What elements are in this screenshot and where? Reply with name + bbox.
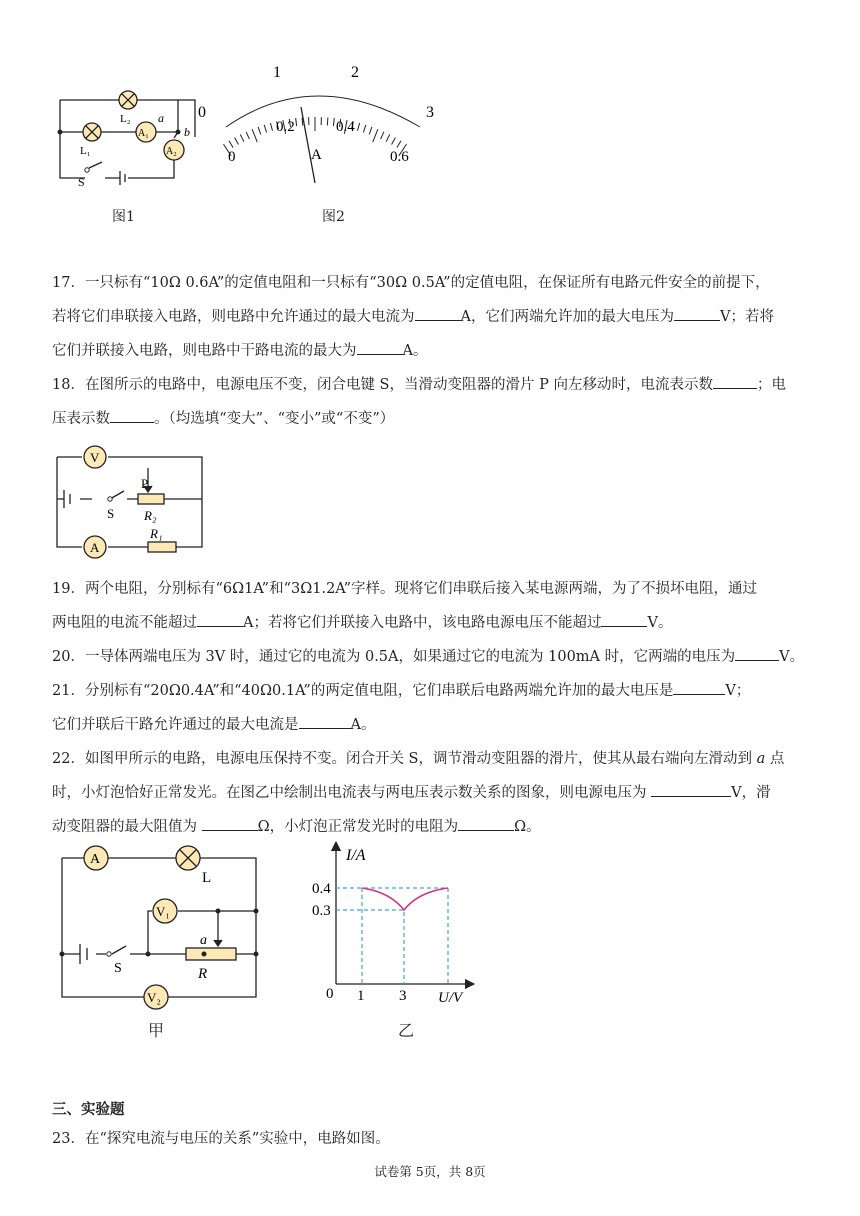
graph-curve [362, 888, 448, 910]
q21-line2: 它们并联后干路允许通过的最大电流是 A。 [52, 708, 812, 742]
figure-1-caption: 图1 [112, 209, 135, 225]
fig18-label-r1: R₁ [150, 526, 163, 541]
dial-outer-1: 1 [273, 64, 281, 81]
dial-inner-02: 0.2 [276, 119, 295, 135]
dial-tick [373, 129, 378, 142]
fig18-label-v: V [90, 450, 100, 465]
fig22-label-a: A [90, 852, 101, 867]
rheostat-r2-icon [138, 494, 164, 504]
dial-tick [369, 127, 372, 135]
dial-tick [397, 141, 401, 148]
q22-line3: 动变阻器的最大阻值为 Ω，小灯泡正常发光时的电阻为 Ω。 [52, 810, 812, 844]
q21-blank-2[interactable] [299, 714, 351, 729]
figure-18-circuit [52, 442, 212, 560]
q20-line1: 20．一导体两端电压为 3V 时，通过它的电流为 0.5A，如果通过它的电流为 100mA 时，它两端的电压为 V。 [52, 640, 812, 674]
page-footer: 试卷第 5页，共 8页 [374, 1164, 486, 1179]
q22-blank-3[interactable] [458, 816, 514, 831]
fig22-label-s: S [114, 961, 122, 976]
dial-inner-0: 0 [228, 149, 236, 165]
q20-blank-1[interactable] [735, 646, 779, 661]
dial-tick [358, 123, 360, 131]
lamp-l1-icon [83, 123, 101, 141]
dial-outer-0: 0 [198, 104, 206, 121]
figure-2-caption: 图2 [322, 209, 345, 225]
figure-jia-caption: 甲 [148, 1021, 165, 1040]
label-l2: L₂ [120, 113, 131, 125]
fig22-label-v1: V₁ [156, 904, 170, 919]
graph-xtick-1: 1 [357, 988, 365, 1004]
q17-line3: 它们并联接入电路，则电路中干路电流的最大为 A。 [52, 334, 812, 368]
q17-line2: 若将它们串联接入电路，则电路中允许通过的最大电流为 A，它们两端允许加的最大电压为 V；若将 [52, 300, 812, 334]
q17-line1: 17．一只标有“10Ω 0.6A”的定值电阻和一只标有“30Ω 0.5A”的定值电阻，在保证所有电路元件安全的前提下， [52, 275, 770, 291]
question-22 [52, 742, 812, 844]
q17-blank-3[interactable] [357, 340, 403, 355]
fig18-label-p: P [141, 476, 149, 491]
fig22-label-pa: a [200, 933, 207, 948]
q17-blank-1[interactable] [415, 306, 461, 321]
q18-line2: 压表示数 。（均选填“变大”、“变小”或“不变”） [52, 402, 812, 436]
question-17 [52, 266, 812, 368]
q18-blank-1[interactable] [713, 374, 757, 389]
dial-tick [392, 138, 396, 145]
graph-xtick-3: 3 [399, 988, 407, 1004]
resistor-r1-icon [148, 542, 176, 552]
dial-tick [246, 132, 249, 139]
dial-tick [270, 123, 272, 131]
dial-tick [381, 132, 384, 139]
rheostat-r-icon [186, 948, 236, 960]
label-a: a [158, 111, 164, 125]
dial-tick [252, 129, 257, 142]
dial-outer-2: 2 [351, 64, 359, 81]
dial-unit: A [311, 147, 322, 163]
label-l1: L₁ [80, 145, 91, 157]
q22-line2: 时，小灯泡恰好正常发光。在图乙中绘制出电流表与两电压表示数关系的图象，则电源电压为 V，滑 [52, 776, 812, 810]
dial-tick [363, 125, 365, 133]
q23-line1: 23．在“探究电流与电压的关系”实验中，电路如图。 [52, 1131, 390, 1147]
graph-guide-lines [336, 888, 448, 984]
graph-origin: 0 [326, 986, 334, 1002]
q22-blank-2[interactable] [202, 816, 258, 831]
dial-tick [264, 125, 266, 133]
label-a2: A₂ [166, 146, 177, 157]
dial-tick [229, 141, 233, 148]
question-21 [52, 674, 812, 742]
figure-1-circuit [50, 82, 200, 192]
q22-line1: 22．如图甲所示的电路，电源电压保持不变。闭合开关 S，调节滑动变阻器的滑片，使其从最右端向左滑动到 a 点 [52, 751, 785, 767]
q17-blank-2[interactable] [674, 306, 720, 321]
figure-2-ammeter-dial [190, 55, 450, 195]
fig18-label-r2: R₂ [144, 508, 157, 523]
q19-line1: 19．两个电阻，分别标有“6Ω1A”和“3Ω1.2A”字样。现将它们串联后接入某电源两端，为了不损坏电阻，通过 [52, 581, 758, 597]
fig22-label-r: R [198, 966, 208, 982]
fig18-label-a: A [90, 540, 100, 555]
question-19 [52, 572, 812, 640]
dial-tick [386, 135, 390, 142]
dial-tick [333, 118, 334, 126]
dial-tick [235, 138, 239, 145]
graph-ytick-04: 0.4 [312, 881, 331, 897]
question-23 [52, 1122, 812, 1156]
q22-blank-1[interactable] [651, 782, 731, 797]
section-heading: 三、实验题 [52, 1101, 125, 1118]
graph-y-label: I/A [346, 847, 366, 864]
q21-line1: 21．分别标有“20Ω0.4A”和“40Ω0.1A”的两定值电阻，它们串联后电路两端允许加的最大电压是 V； [52, 674, 812, 708]
fig18-label-s: S [107, 506, 115, 521]
graph-ytick-03: 0.3 [312, 903, 331, 919]
graph-x-label: U/V [438, 990, 463, 1006]
label-s: S [78, 175, 85, 189]
dial-tick [296, 118, 297, 126]
label-b: b [184, 125, 190, 139]
dial-tick [258, 127, 261, 135]
question-20 [52, 640, 812, 674]
fig22-label-l: L [202, 870, 212, 886]
dial-outer-3: 3 [426, 104, 434, 121]
figure-22-yi-graph [300, 838, 480, 1006]
q18-blank-2[interactable] [110, 408, 154, 423]
label-a1: A₁ [138, 128, 149, 139]
q19-blank-2[interactable] [601, 612, 647, 627]
lamp-l2-icon [119, 91, 137, 109]
dial-tick [240, 135, 244, 142]
dial-inner-04: 0.4 [336, 119, 355, 135]
q19-line2: 两电阻的电流不能超过 A；若将它们并联接入电路中，该电路电源电压不能超过 V。 [52, 606, 812, 640]
fig22-label-v2: V₂ [147, 990, 161, 1005]
q21-blank-1[interactable] [673, 680, 725, 695]
q19-blank-1[interactable] [197, 612, 243, 627]
dial-inner-06: 0.6 [390, 149, 409, 165]
figure-22-jia-circuit [52, 840, 264, 1012]
figure-yi-caption: 乙 [398, 1021, 415, 1040]
question-18 [52, 368, 812, 436]
q18-line1: 18．在图所示的电路中，电源电压不变，闭合电键 S，当滑动变阻器的滑片 P 向左移动时，电流表示数 ；电 [52, 368, 812, 402]
dial-needle [301, 107, 315, 183]
dial-tick [327, 118, 328, 126]
lamp-l-icon [176, 846, 200, 870]
